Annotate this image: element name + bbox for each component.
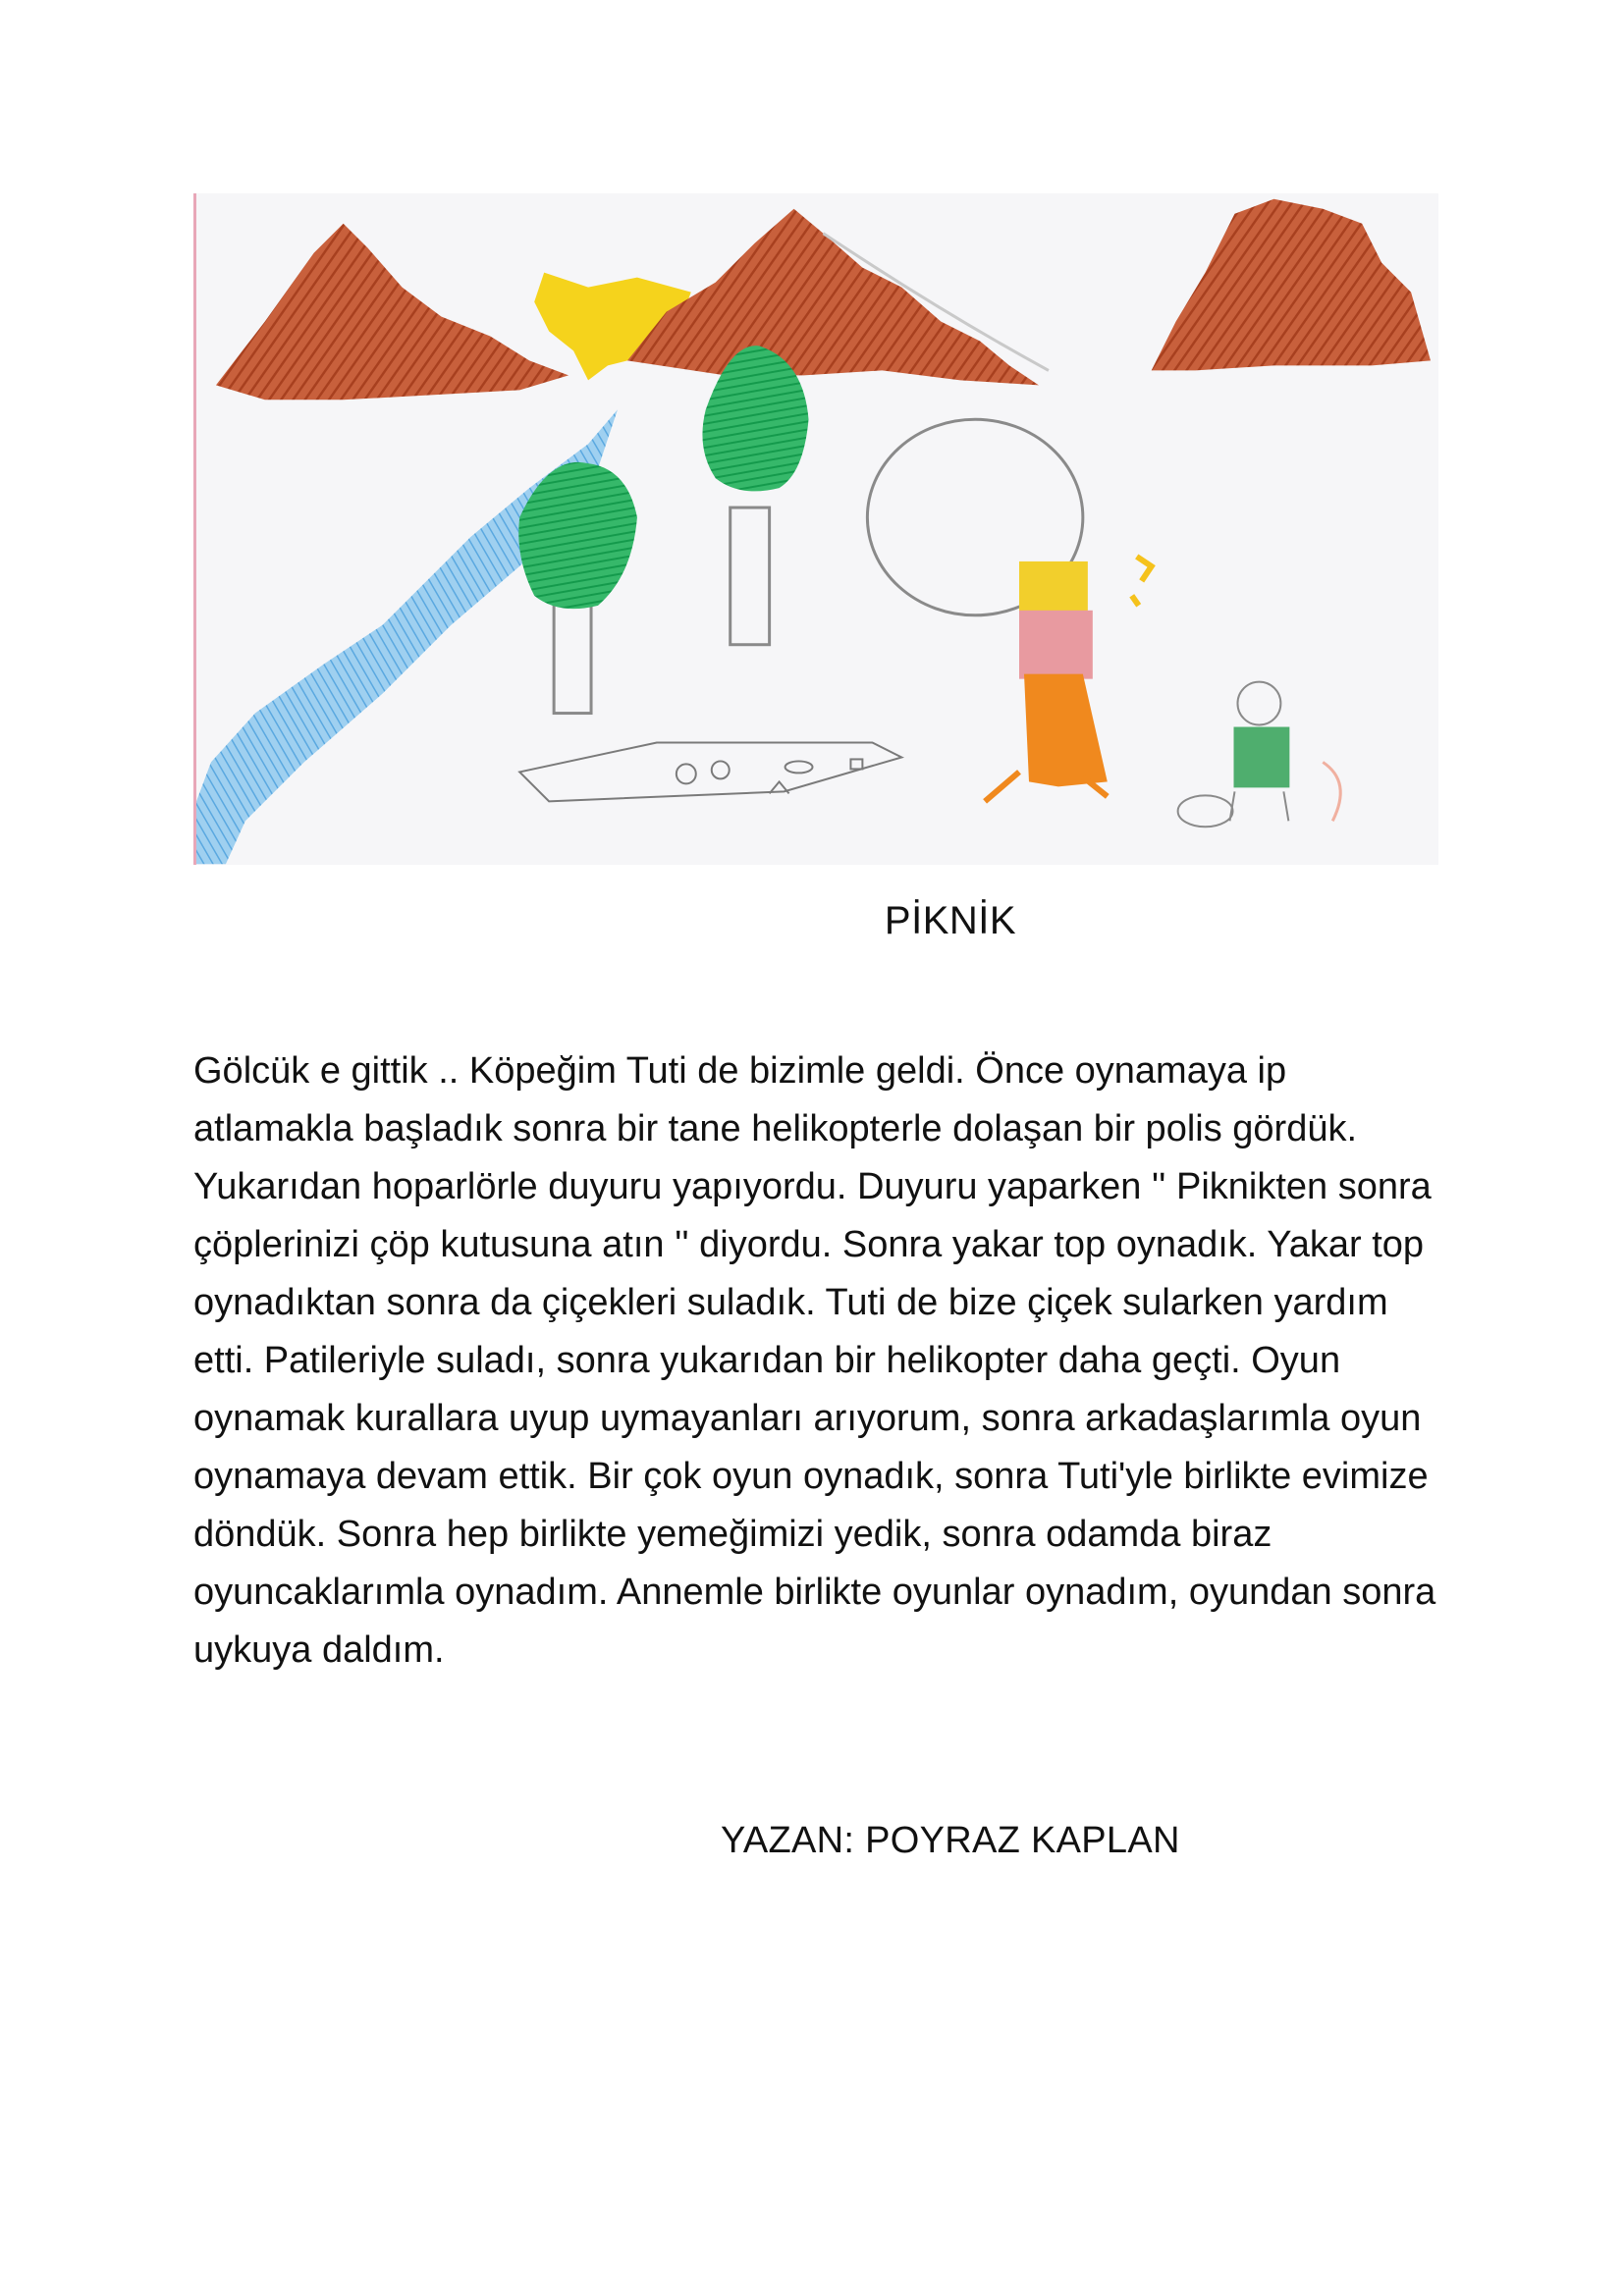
- story-title: PİKNİK: [884, 899, 1017, 942]
- story-body: Gölcük e gittik .. Köpeğim Tuti de bizimle geldi. Önce oynamaya ip atlamakla başladık sonra bir tane helikopterle dolaşan bir polis gördük. Yukarıdan hoparlörle duyuru yapıyordu. Duyuru yaparken '' Piknikten sonra çöplerinizi çöp kutusuna atın '' diyordu. Sonra yakar top oynadık. Yakar top oynadıktan sonra da çiçekleri suladık. Tuti de bize çiçek sularken yardım etti. Patileriyle suladı, sonra yukarıdan bir helikopter daha geçti. Oyun oynamak kurallara uyup uymayanları arıyorum, sonra arkadaşlarımla oyun oynamaya devam ettik. Bir çok oyun oynadık, sonra Tuti'yle birlikte evimize döndük. Sonra hep birlikte yemeğimizi yedik, sonra odamda biraz oyuncaklarımla oynadım. Annemle birlikte oyunlar oynadım, oyundan sonra uykuya daldım.: [193, 1050, 1436, 1671]
- mountain-right: [1152, 199, 1431, 371]
- tree-left: [518, 462, 637, 714]
- child-jumping-rope: [867, 419, 1151, 801]
- picnic-drawing: [193, 193, 1438, 865]
- picnic-drawing-svg: [196, 193, 1438, 865]
- picnic-blanket: [519, 742, 901, 801]
- tree-right: [702, 346, 808, 645]
- child-with-ball: [1178, 682, 1341, 828]
- story-author: YAZAN: POYRAZ KAPLAN: [721, 1820, 1180, 1861]
- mountain-left: [216, 224, 568, 400]
